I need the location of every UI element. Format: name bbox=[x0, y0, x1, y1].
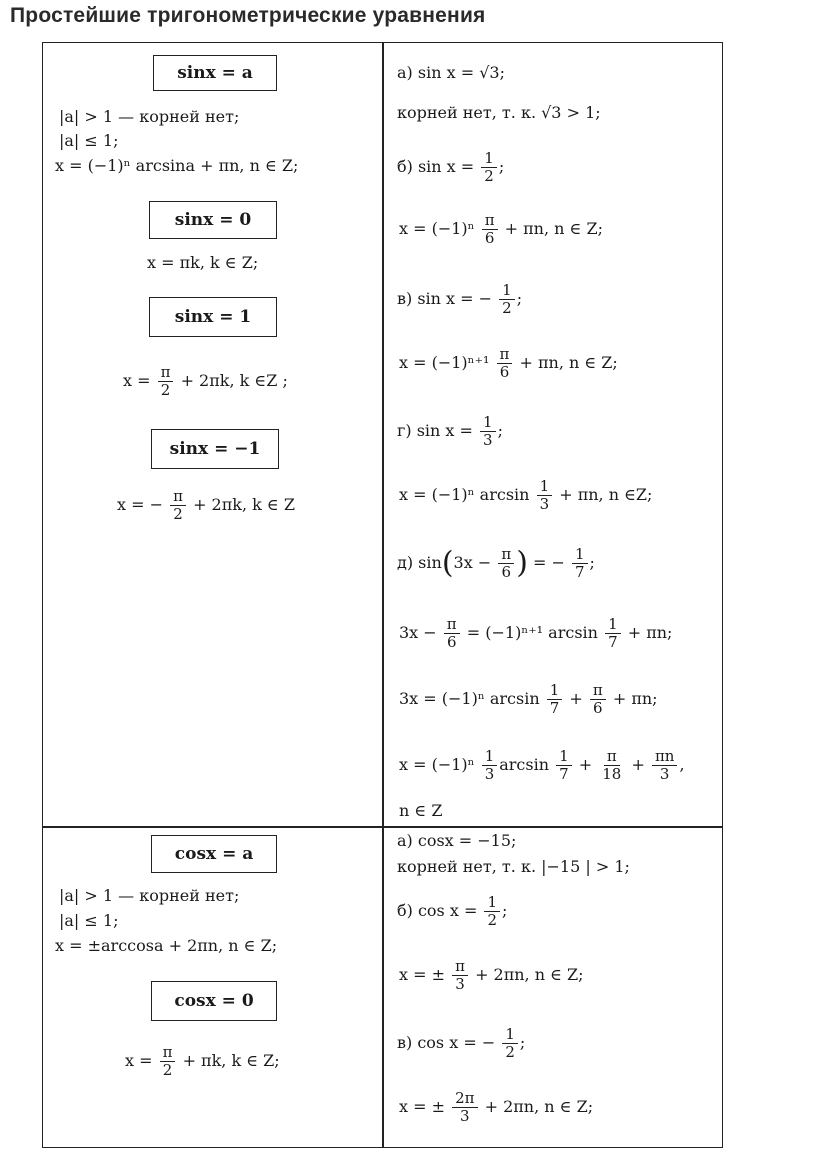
ex-cv-line1 bbox=[397, 1023, 525, 1063]
expr-pre: г) sin x = bbox=[397, 421, 473, 440]
fraction bbox=[484, 894, 500, 929]
expr-post: ; bbox=[589, 553, 595, 572]
frac-num: 1 bbox=[537, 478, 553, 496]
fraction bbox=[605, 616, 621, 651]
frac-num: π bbox=[170, 488, 186, 506]
frac-num: 1 bbox=[502, 1026, 518, 1044]
frac-den: 2 bbox=[505, 1043, 515, 1061]
frac-den: 6 bbox=[484, 229, 495, 247]
fraction bbox=[482, 748, 498, 783]
sin-a-line2: |a| ≤ 1; bbox=[59, 131, 119, 150]
ex-cb-line1 bbox=[397, 891, 507, 931]
sin-0-box: sinx = 0 bbox=[149, 201, 277, 239]
page-title: Простейшие тригонометрические уравнения bbox=[10, 4, 486, 27]
cos-0-box: cosx = 0 bbox=[151, 981, 277, 1021]
ex-cv-line2 bbox=[399, 1087, 593, 1127]
cos-a-line1: |a| > 1 — корней нет; bbox=[59, 886, 240, 905]
ex-d-line5: n ∈ Z bbox=[399, 801, 443, 820]
expr-post: + πn, n ∈ Z; bbox=[504, 219, 603, 238]
cos-a-box: cosx = a bbox=[151, 835, 277, 873]
fraction bbox=[556, 748, 572, 783]
frac-den: 2 bbox=[162, 1061, 173, 1079]
expr-pre: x = (−1)ⁿ bbox=[399, 755, 475, 774]
ex-d-line3 bbox=[399, 679, 658, 719]
ex-v-line1 bbox=[397, 279, 522, 319]
frac-den: 18 bbox=[602, 765, 622, 783]
frac-num: π bbox=[497, 346, 513, 364]
frac-den: 6 bbox=[446, 633, 457, 651]
frac-num: π bbox=[160, 1044, 176, 1062]
frac-num: π bbox=[482, 212, 498, 230]
expr-post: + πn, n ∈Z; bbox=[559, 485, 653, 504]
sin-1-box: sinx = 1 bbox=[149, 297, 277, 337]
expr-pre: б) cos x = bbox=[397, 901, 478, 920]
frac-num: π bbox=[444, 616, 460, 634]
ex-b-line2 bbox=[399, 209, 603, 249]
fraction bbox=[499, 282, 515, 317]
expr-post: ; bbox=[519, 1033, 526, 1052]
fraction bbox=[547, 682, 563, 717]
fraction bbox=[590, 682, 606, 717]
frac-num: 2π bbox=[452, 1090, 477, 1108]
frac-num: π bbox=[604, 748, 620, 766]
ex-a-line2: корней нет, т. к. √3 > 1; bbox=[397, 103, 601, 122]
expr-plus: + bbox=[631, 755, 645, 774]
fraction bbox=[481, 150, 497, 185]
expr-post: ; bbox=[516, 289, 523, 308]
frac-den: 7 bbox=[608, 633, 618, 651]
sin-1-fraction bbox=[158, 364, 174, 399]
fraction bbox=[480, 414, 496, 449]
frac-den: 6 bbox=[593, 699, 603, 717]
fraction bbox=[572, 546, 588, 581]
frac-den: 2 bbox=[160, 381, 171, 399]
expr-mid: arcsin bbox=[499, 755, 550, 774]
frac-den: 6 bbox=[499, 363, 510, 381]
frac-den: 3 bbox=[460, 1107, 470, 1125]
frac-num: 1 bbox=[572, 546, 588, 564]
expr-pre: 3x = (−1)ⁿ arcsin bbox=[399, 689, 540, 708]
frac-num: 1 bbox=[605, 616, 621, 634]
fraction bbox=[652, 748, 678, 783]
expr-post: + 2πn, n ∈ Z; bbox=[484, 1097, 594, 1116]
expr-plus: + bbox=[569, 689, 583, 708]
frac-den: 3 bbox=[483, 431, 493, 449]
ex-d-line2 bbox=[399, 613, 672, 653]
left-paren: ( bbox=[441, 545, 454, 581]
expr-mid: 3x − bbox=[453, 553, 492, 572]
expr-pre: 3x − bbox=[399, 623, 437, 642]
frac-num: 1 bbox=[480, 414, 496, 432]
frac-den: 3 bbox=[659, 765, 670, 783]
sin-a-line3: x = (−1)ⁿ arcsina + πn, n ∈ Z; bbox=[55, 156, 299, 175]
ex-g-line1 bbox=[397, 411, 503, 451]
sin-1-pre: x = bbox=[123, 371, 151, 390]
formula-table bbox=[42, 42, 723, 1148]
fraction bbox=[452, 958, 468, 993]
ex-ca-line2: корней нет, т. к. |−15 | > 1; bbox=[397, 857, 630, 876]
sin-m1-post: + 2πk, k ∈ Z bbox=[193, 495, 295, 514]
expr-post: + πn; bbox=[612, 689, 658, 708]
sin-m1-pre: x = − bbox=[117, 495, 164, 514]
expr-post: ; bbox=[502, 901, 508, 920]
frac-num: 1 bbox=[499, 282, 515, 300]
ex-ca-line1: а) cosx = −15; bbox=[397, 831, 517, 850]
ex-a-line1: а) sin x = √3; bbox=[397, 63, 505, 82]
sin-m1-box: sinx = −1 bbox=[151, 429, 279, 469]
frac-den: 3 bbox=[455, 975, 465, 993]
sin-1-answer bbox=[123, 361, 288, 401]
cos-0-fraction bbox=[160, 1044, 176, 1079]
ex-d-line1 bbox=[397, 543, 595, 584]
cos-0-post: + πk, k ∈ Z; bbox=[182, 1051, 280, 1070]
expr-post: + πn; bbox=[627, 623, 673, 642]
frac-den: 7 bbox=[549, 699, 560, 717]
frac-den: 7 bbox=[575, 563, 585, 581]
frac-num: π bbox=[498, 546, 514, 564]
sin-0-answer: x = πk, k ∈ Z; bbox=[147, 253, 259, 272]
expr-pre: x = (−1)ⁿ⁺¹ bbox=[399, 353, 490, 372]
expr-pre: в) sin x = − bbox=[397, 289, 493, 308]
ex-g-line2 bbox=[399, 475, 652, 515]
frac-num: 1 bbox=[481, 150, 497, 168]
ex-b-line1 bbox=[397, 147, 504, 187]
frac-num: π bbox=[452, 958, 468, 976]
ex-d-line4 bbox=[399, 745, 685, 785]
cos-a-line2: |a| ≤ 1; bbox=[59, 911, 119, 930]
fraction bbox=[482, 212, 498, 247]
expr-pre: x = (−1)ⁿ bbox=[399, 219, 475, 238]
expr-post: + πn, n ∈ Z; bbox=[519, 353, 618, 372]
row-divider bbox=[43, 826, 722, 828]
fraction bbox=[444, 616, 460, 651]
frac-den: 6 bbox=[501, 563, 512, 581]
fraction bbox=[502, 1026, 518, 1061]
frac-num: 1 bbox=[482, 748, 498, 766]
fraction bbox=[498, 546, 514, 581]
expr-mid: = (−1)ⁿ⁺¹ arcsin bbox=[466, 623, 598, 642]
expr-pre: x = (−1)ⁿ arcsin bbox=[399, 485, 530, 504]
expr-post: , bbox=[679, 755, 685, 774]
expr-post: + 2πn, n ∈ Z; bbox=[475, 965, 584, 984]
expr-pre: x = ± bbox=[399, 1097, 446, 1116]
frac-num: 1 bbox=[484, 894, 500, 912]
expr-pre: б) sin x = bbox=[397, 157, 475, 176]
fraction bbox=[497, 346, 513, 381]
fraction bbox=[452, 1090, 477, 1125]
frac-num: πn bbox=[652, 748, 678, 766]
fraction bbox=[599, 748, 624, 783]
frac-den: 2 bbox=[502, 299, 512, 317]
frac-num: 1 bbox=[556, 748, 572, 766]
sin-m1-answer bbox=[117, 485, 295, 525]
cos-0-answer bbox=[125, 1041, 280, 1081]
ex-v-line2 bbox=[399, 343, 618, 383]
frac-den: 2 bbox=[173, 505, 183, 523]
sin-a-box: sinx = a bbox=[153, 55, 277, 91]
cos-a-line3: x = ±arccosa + 2πn, n ∈ Z; bbox=[55, 936, 278, 955]
frac-num: π bbox=[158, 364, 174, 382]
sin-m1-fraction bbox=[170, 488, 186, 523]
frac-den: 3 bbox=[539, 495, 550, 513]
cos-0-pre: x = bbox=[125, 1051, 153, 1070]
frac-num: 1 bbox=[547, 682, 563, 700]
ex-cb-line2 bbox=[399, 955, 584, 995]
frac-num: π bbox=[590, 682, 606, 700]
fraction bbox=[537, 478, 553, 513]
expr-eq: = − bbox=[533, 553, 565, 572]
expr-pre: в) cos x = − bbox=[397, 1033, 496, 1052]
expr-plus: + bbox=[578, 755, 593, 774]
frac-den: 2 bbox=[487, 911, 498, 929]
frac-den: 2 bbox=[484, 167, 494, 185]
expr-post: ; bbox=[497, 421, 503, 440]
column-divider bbox=[382, 43, 384, 1147]
expr-post: ; bbox=[498, 157, 505, 176]
expr-pre: д) sin bbox=[397, 553, 442, 572]
expr-pre: x = ± bbox=[399, 965, 446, 984]
sin-a-line1: |a| > 1 — корней нет; bbox=[59, 107, 240, 126]
frac-den: 7 bbox=[559, 765, 569, 783]
right-paren: ) bbox=[516, 545, 528, 581]
sin-1-post: + 2πk, k ∈Z ; bbox=[180, 371, 288, 390]
frac-den: 3 bbox=[484, 765, 495, 783]
